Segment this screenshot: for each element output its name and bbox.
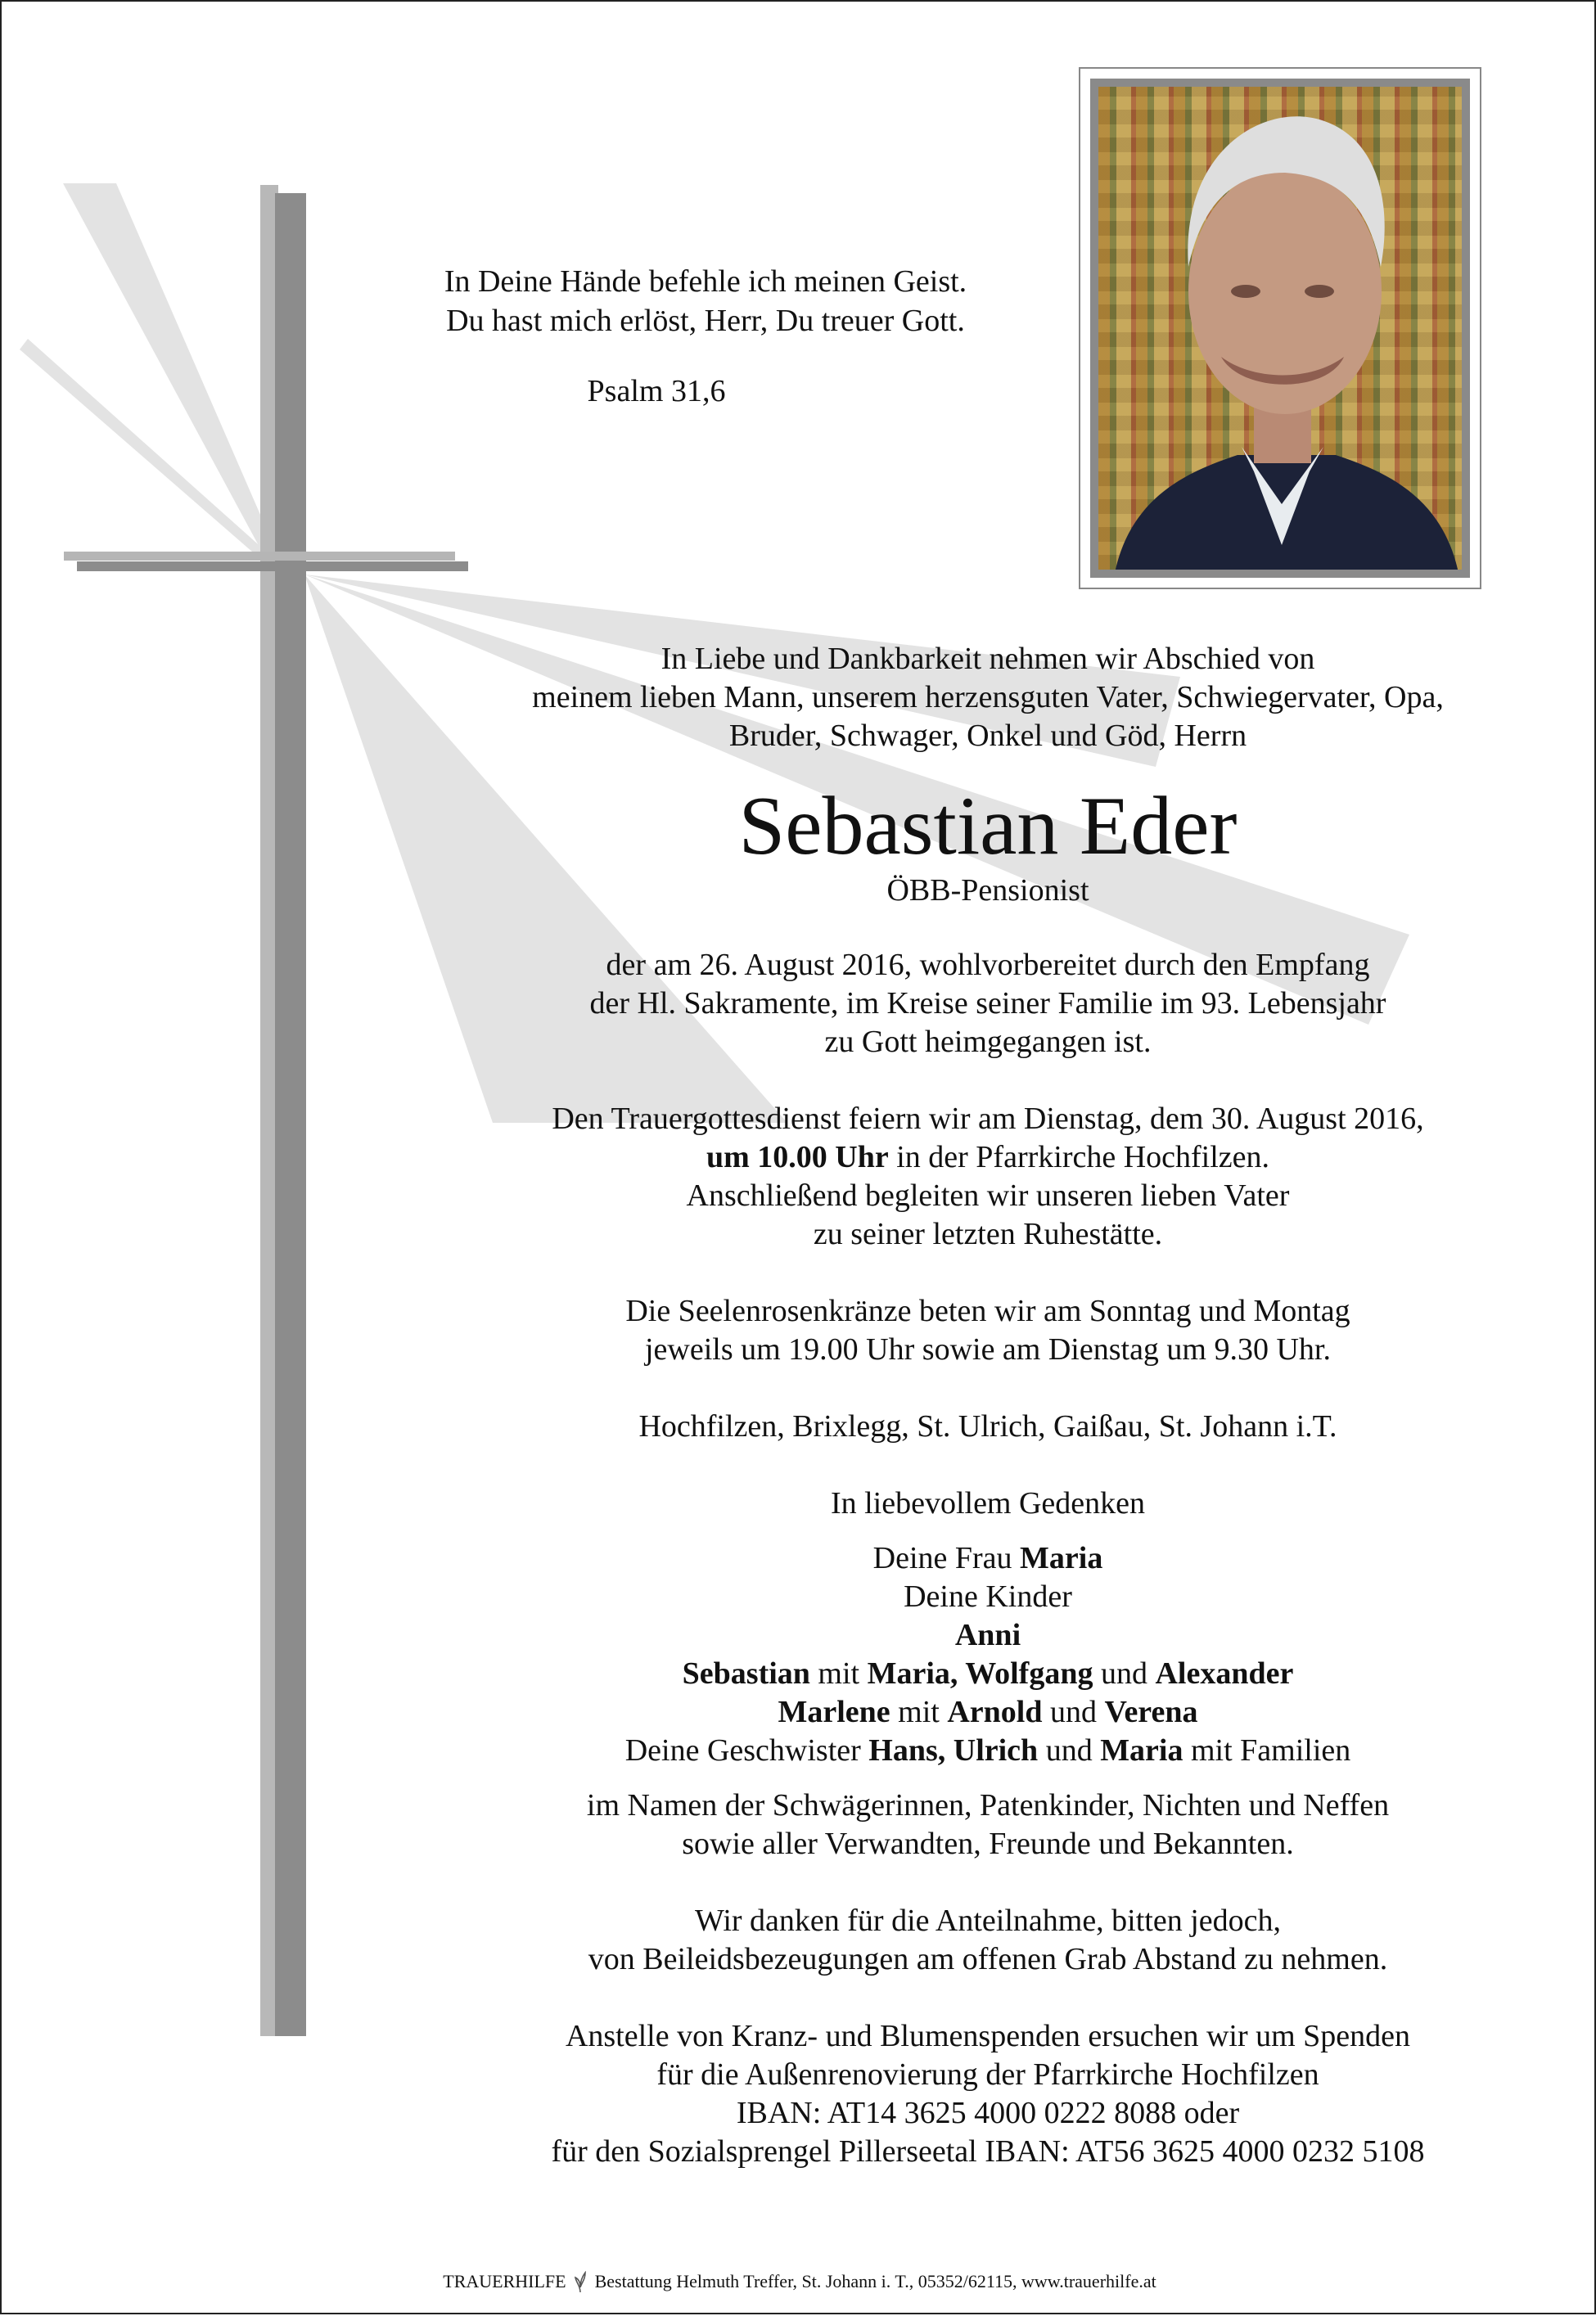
intro-line: meinem lieben Mann, unserem herzensguten Vater, Schwiegervater, Opa, [532, 680, 1444, 714]
service-line: Anschließend begleiten wir unseren lieben Vater [686, 1178, 1290, 1213]
donation-line: für die Außenrenovierung der Pfarrkirche Hochfilzen [656, 2057, 1319, 2092]
relatives-line: sowie aller Verwandten, Freunde und Bekannten. [682, 1827, 1294, 1861]
intro-line: In Liebe und Dankbarkeit nehmen wir Abschied von [660, 642, 1315, 676]
ray [63, 183, 280, 562]
rosary-line: jeweils um 19.00 Uhr sowie am Dienstag um 9.30 Uhr. [644, 1332, 1331, 1367]
portrait-photo [1098, 87, 1462, 570]
relatives-line: im Namen der Schwägerinnen, Patenkinder, Nichten und Neffen [586, 1788, 1390, 1823]
portrait-figure [1098, 87, 1462, 570]
verse-reference: Psalm 31,6 [587, 374, 726, 408]
bible-verse [362, 262, 1049, 411]
deceased-occupation: ÖBB-Pensionist [886, 873, 1089, 908]
cross-horizontal [77, 561, 468, 571]
cross-vertical [275, 193, 306, 2036]
intro-line: Bruder, Schwager, Onkel und Göd, Herrn [728, 719, 1247, 753]
portrait-frame [1079, 67, 1481, 589]
places-line: Hochfilzen, Brixlegg, St. Ulrich, Gaißau, St. Johann i.T. [638, 1409, 1337, 1444]
rosary-line: Die Seelenrosenkränze beten wir am Sonntag und Montag [625, 1294, 1350, 1328]
donation-line: Anstelle von Kranz- und Blumenspenden ersuchen wir um Spenden [565, 2019, 1411, 2053]
donation-line: IBAN: AT14 3625 4000 0222 8088 oder [736, 2096, 1240, 2130]
service-line: Den Trauergottesdienst feiern wir am Dienstag, dem 30. August 2016, [552, 1102, 1424, 1136]
verse-line: Du hast mich erlöst, Herr, Du treuer Gott. [446, 304, 965, 338]
cross-horizontal-shadow [64, 552, 455, 561]
footer-brand: TRAUERHILFE [443, 2271, 566, 2291]
death-notice-line: zu Gott heimgegangen ist. [824, 1025, 1152, 1059]
thanks-line: Wir danken für die Anteilnahme, bitten jedoch, [694, 1904, 1282, 1938]
service-time: um 10.00 Uhr [706, 1140, 889, 1174]
family-child: Anni [954, 1618, 1021, 1652]
memorial-line: In liebevollem Gedenken [830, 1486, 1146, 1521]
service-line: zu seiner letzten Ruhestätte. [813, 1217, 1163, 1251]
donation-line: für den Sozialsprengel Pillerseetal IBAN: AT56 3625 4000 0232 5108 [551, 2134, 1425, 2169]
family-siblings: Deine Geschwister Hans, Ulrich und Maria mit Familien [624, 1733, 1351, 1768]
verse-line: In Deine Hände befehle ich meinen Geist. [444, 264, 967, 299]
obituary-text [460, 640, 1516, 2171]
family-children-label: Deine Kinder [904, 1579, 1072, 1614]
death-notice-line: der Hl. Sakramente, im Kreise seiner Familie im 93. Lebensjahr [589, 986, 1386, 1021]
ray [20, 339, 272, 563]
family-child: Marlene mit Arnold und Verena [778, 1695, 1198, 1729]
thanks-line: von Beileidsbezeugungen am offenen Grab Abstand zu nehmen. [588, 1942, 1388, 1976]
footer-details: Bestattung Helmuth Treffer, St. Johann i. T., 05352/62115, www.trauerhilfe.at [594, 2271, 1156, 2291]
cross [64, 185, 468, 2036]
service-time-line: um 10.00 Uhr in der Pfarrkirche Hochfilzen. [706, 1140, 1270, 1174]
family-wife: Deine Frau Maria [872, 1541, 1103, 1575]
leaf-icon [574, 2271, 587, 2292]
footer [2, 2271, 1596, 2292]
deceased-name: Sebastian Eder [738, 780, 1238, 872]
death-notice-line: der am 26. August 2016, wohlvorbereitet durch den Empfang [606, 948, 1370, 982]
family-child: Sebastian mit Maria, Wolfgang und Alexander [682, 1656, 1294, 1691]
